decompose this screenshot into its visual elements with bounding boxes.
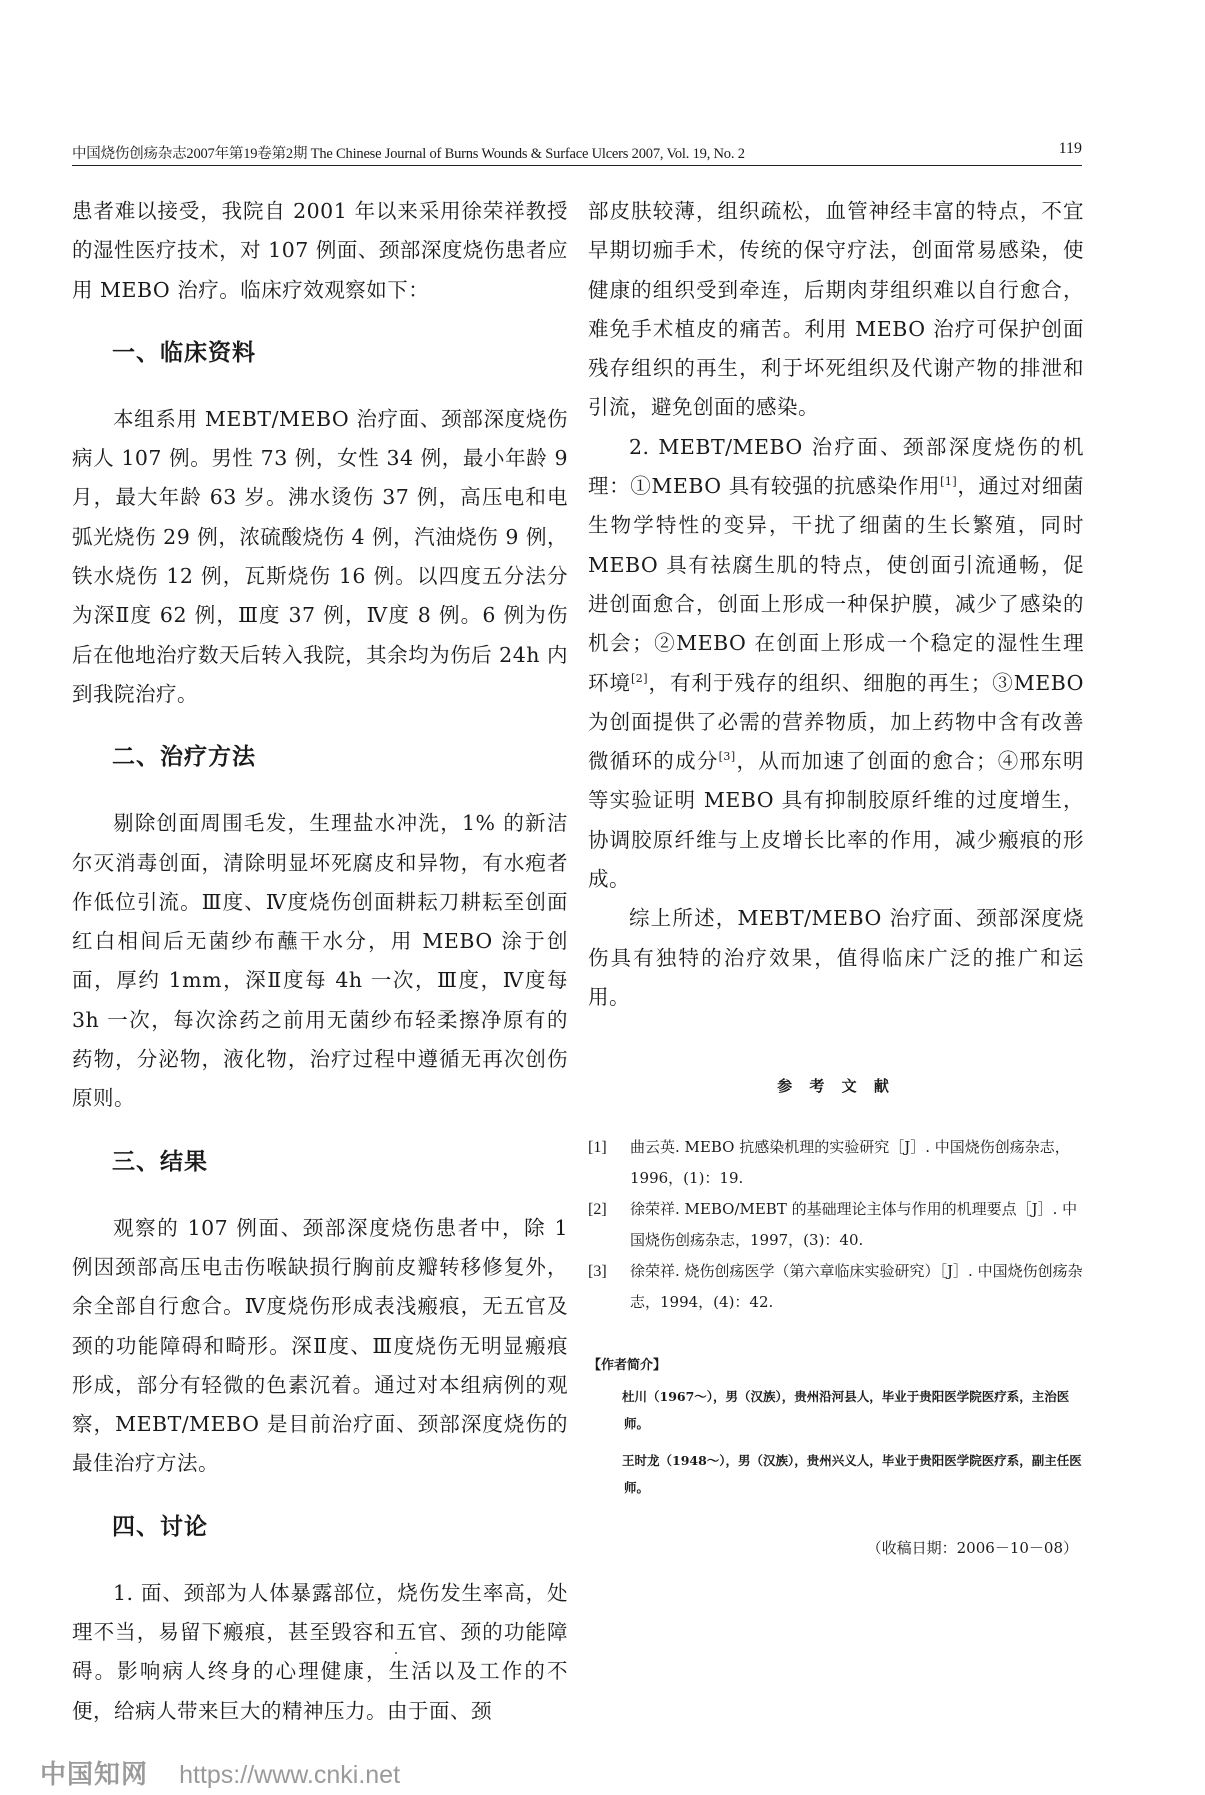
section-heading-clinical: 一、临床资料 xyxy=(112,339,256,366)
author-info-heading: 【作者简介】 xyxy=(588,1358,667,1374)
reference-text: 曲云英. MEBO 抗感染机理的实验研究［J］. 中国烧伤创疡杂志，1996，(1)：19. xyxy=(630,1138,1070,1188)
received-date: （收稿日期：2006－10－08） xyxy=(866,1539,1078,1558)
section-heading-discussion: 四、讨论 xyxy=(112,1513,208,1540)
discussion-paragraph-2 xyxy=(588,428,1084,900)
reference-text: 徐荣祥. MEBO/MEBT 的基础理论主体与作用的机理要点［J］. 中国烧伤创疡杂志，1997，(3)：40. xyxy=(630,1200,1078,1250)
mechanism-text-b: ，通过对细菌生物学特性的变异，干扰了细菌的生长繁殖，同时 MEBO 具有祛腐生肌的特点，使创面引流通畅，促进创面愈合，创面上形成一种保护膜，减少了感染的机会；②MEBO 在创面上形成一个稳定的湿性生理环境 xyxy=(588,474,1084,695)
mechanism-text-d: ，从而加速了创面的愈合；④邢东明等实验证明 MEBO 具有抑制胶原纤维的过度增生，协调胶原纤维与上皮增长比率的作用，减少瘢痕的形成。 xyxy=(588,749,1085,892)
scan-speck xyxy=(395,1652,397,1654)
citation-3[interactable]: [3] xyxy=(718,750,736,764)
citation-1[interactable]: [1] xyxy=(940,475,958,489)
discussion-paragraph-1: 1. 面、颈部为人体暴露部位，烧伤发生率高，处理不当，易留下瘢痕，甚至毁容和五官、颈的功能障碍。影响病人终身的心理健康，生活以及工作的不便，给病人带来巨大的精神压力。由于面、颈 xyxy=(72,1580,568,1723)
author-bio: 王时龙（1948～），男（汉族），贵州兴义人，毕业于贵阳医学院医疗系，副主任医师。 xyxy=(622,1453,1082,1496)
references-title: 参 考 文 献 xyxy=(777,1077,895,1096)
cnki-logo: 中国知网 xyxy=(40,1760,149,1790)
mechanism-text-a: 2. MEBT/MEBO 治疗面、颈部深度烧伤的机理：①MEBO 具有较强的抗感染作用 xyxy=(588,434,1084,499)
method-paragraph: 剔除创面周围毛发，生理盐水冲洗，1% 的新洁尔灭消毒创面，清除明显坏死腐皮和异物，有水疱者作低位引流。Ⅲ度、Ⅳ度烧伤创面耕耘刀耕耘至创面红白相间后无菌纱布蘸干水分，用 MEBO 涂于创面，厚约 1mm，深Ⅱ度每 4h 一次，Ⅲ度，Ⅳ度每 3h 一次，每次涂药之前用无菌纱布轻柔擦净原有的药物，分泌物，液化物，治疗过程中遵循无再次创伤原则。 xyxy=(72,811,568,1111)
section-heading-method: 二、治疗方法 xyxy=(112,744,256,771)
watermark-footer xyxy=(40,1754,400,1790)
mechanism-text-c: ，有利于残存的组织、细胞的再生；③MEBO 为创面提供了必需的营养物质，加上药物中含有改善微循环的成分 xyxy=(588,670,1084,774)
cnki-url[interactable]: https://www.cnki.net xyxy=(179,1761,401,1789)
discussion-paragraph-1-continued: 部皮肤较薄，组织疏松，血管神经丰富的特点，不宜早期切痂手术，传统的保守疗法，创面常易感染，使健康的组织受到牵连，后期肉芽组织难以自行愈合，难免手术植皮的痛苦。利用 MEBO 治疗可保护创面残存组织的再生，利于坏死组织及代谢产物的排泄和引流，避免创面的感染。 xyxy=(588,199,1084,420)
results-paragraph: 观察的 107 例面、颈部深度烧伤患者中，除 1 例因颈部高压电击伤喉缺损行胸前皮瓣转移修复外，余全部自行愈合。Ⅳ度烧伤形成表浅瘢痕，无五官及颈的功能障碍和畸形。深Ⅱ度、Ⅲ度烧伤无明显瘢痕形成，部分有轻微的色素沉着。通过对本组病例的观察，MEBT/MEBO 是目前治疗面、颈部深度烧伤的最佳治疗方法。 xyxy=(72,1215,568,1476)
reference-item xyxy=(588,1256,1084,1318)
reference-number: [2] xyxy=(588,1201,607,1219)
reference-text: 徐荣祥. 烧伤创疡医学（第六章临床实验研究）［J］. 中国烧伤创疡杂志，1994，(4)：42. xyxy=(630,1262,1083,1312)
reference-number: [3] xyxy=(588,1263,607,1281)
running-header xyxy=(72,140,1082,168)
intro-paragraph: 患者难以接受，我院自 2001 年以来采用徐荣祥教授的湿性医疗技术，对 107 例面、颈部深度烧伤患者应用 MEBO 治疗。临床疗效观察如下： xyxy=(72,199,568,302)
reference-number: [1] xyxy=(588,1139,607,1157)
citation-2[interactable]: [2] xyxy=(630,671,649,685)
right-column xyxy=(588,192,1084,1558)
author-bio: 杜川（1967～），男（汉族），贵州沿河县人，毕业于贵阳医学院医疗系，主治医师。 xyxy=(622,1389,1070,1432)
left-column xyxy=(72,192,568,1731)
conclusion-paragraph: 综上所述，MEBT/MEBO 治疗面、颈部深度烧伤具有独特的治疗效果，值得临床广泛的推广和运用。 xyxy=(588,906,1084,1009)
header-rule xyxy=(72,165,1082,166)
reference-list xyxy=(588,1132,1084,1318)
reference-item xyxy=(588,1194,1084,1256)
running-head: 中国烧伤创疡杂志2007年第19卷第2期 The Chinese Journal of Burns Wounds & Surface Ulcers 2007, Vol. 19, No. 2 xyxy=(72,146,745,162)
clinical-paragraph: 本组系用 MEBT/MEBO 治疗面、颈部深度烧伤病人 107 例。男性 73 例，女性 34 例，最小年龄 9 月，最大年龄 63 岁。沸水烫伤 37 例，高压电和电弧光烧伤 29 例，浓硫酸烧伤 4 例，汽油烧伤 9 例，铁水烧伤 12 例，瓦斯烧伤 16 例。以四度五分法分为深Ⅱ度 62 例，Ⅲ度 37 例，Ⅳ度 8 例。6 例为伤后在他地治疗数天后转入我院，其余均为伤后 24h 内到我院治疗。 xyxy=(72,406,568,706)
section-heading-results: 三、结果 xyxy=(112,1148,208,1175)
reference-item xyxy=(588,1132,1084,1194)
page-number: 119 xyxy=(1058,140,1082,157)
